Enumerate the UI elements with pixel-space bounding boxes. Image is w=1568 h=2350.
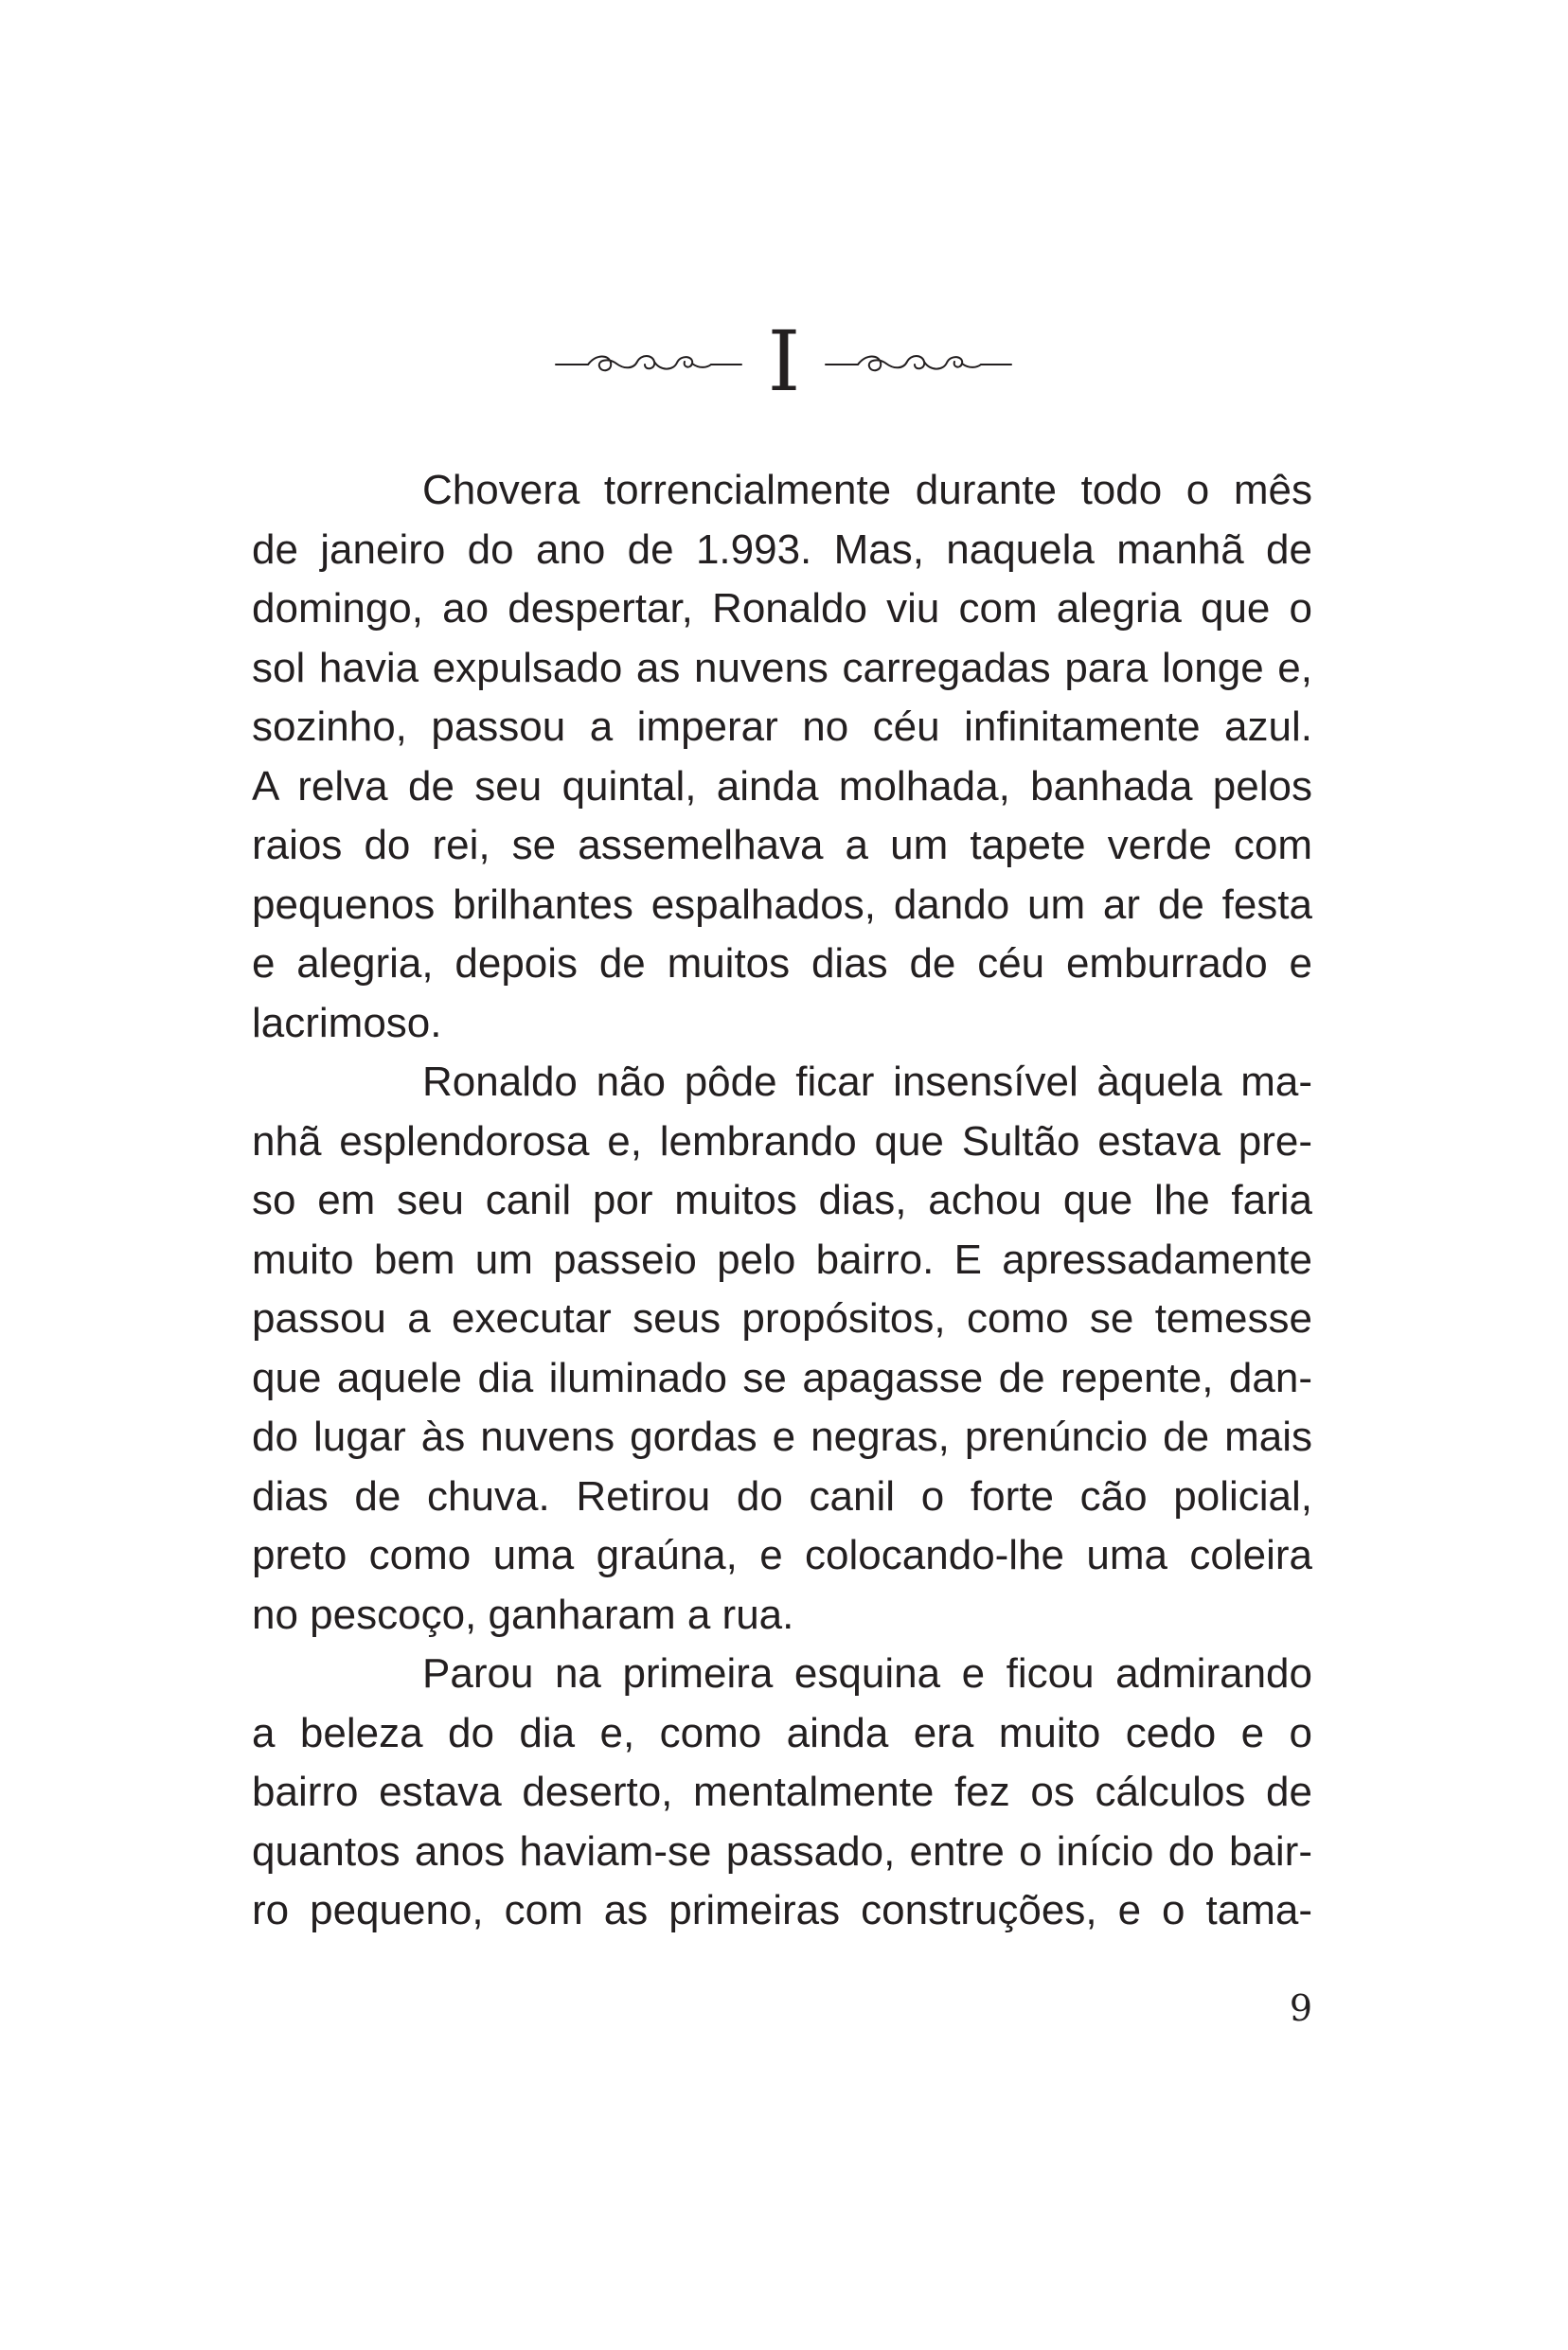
text-line: preto como uma graúna, e colocando-lhe uma coleira [252,1532,1312,1578]
text-line: que aquele dia iluminado se apagasse de repente, dan- [252,1354,1312,1401]
text-line: raios do rei, se assemelhava a um tapete verde com [252,822,1312,868]
paragraph-3 [252,1645,1312,1941]
text-line: lacrimoso. [252,999,442,1046]
text-line: quantos anos haviam-se passado, entre o início do bair- [252,1827,1312,1875]
text-line: Chovera torrencialmente durante todo o mês [422,467,1312,513]
text-line: dias de chuva. Retirou do canil o forte cão policial, [252,1472,1312,1520]
text-line: passou a executar seus propósitos, como se temesse [252,1295,1312,1342]
text-line: so em seu canil por muitos dias, achou que lhe faria [252,1177,1312,1223]
paragraph-2 [252,1053,1312,1645]
text-line: de janeiro do ano de 1.993. Mas, naquela manhã de [252,525,1312,573]
text-line: sozinho, passou a imperar no céu infinitamente azul. [252,703,1312,750]
body-text [252,461,1312,1941]
flourish-ornament-left-icon [554,348,743,381]
text-line: muito bem um passeio pelo bairro. E apressadamente [252,1236,1312,1283]
paragraph-1 [252,461,1312,1053]
text-line: nhã esplendorosa e, lembrando que Sultão estava pre- [252,1117,1312,1165]
text-line: Parou na primeira esquina e ficou admirando [422,1650,1312,1697]
text-line: A relva de seu quintal, ainda molhada, banhada pelos [252,762,1312,810]
page-number: 9 [1289,1987,1312,2029]
text-line: sol havia expulsado as nuvens carregadas para longe e, [252,644,1312,691]
text-line: domingo, ao despertar, Ronaldo viu com alegria que o [252,585,1312,632]
text-line: pequenos brilhantes espalhados, dando um ar de festa [252,881,1312,928]
chapter-numeral: I [767,312,801,410]
text-line: a beleza do dia e, como ainda era muito cedo e o [252,1709,1312,1756]
text-line: Ronaldo não pôde ficar insensível àquela ma- [422,1059,1312,1105]
text-line: do lugar às nuvens gordas e negras, prenúncio de mais [252,1414,1312,1460]
text-line: bairro estava deserto, mentalmente fez os cálculos de [252,1769,1312,1815]
text-line: ro pequeno, com as primeiras construções, e o tama- [252,1887,1312,1933]
text-line: e alegria, depois de muitos dias de céu emburrado e [252,940,1312,987]
chapter-heading [0,312,1568,417]
text-line: no pescoço, ganharam a rua. [252,1591,794,1638]
flourish-ornament-right-icon [824,348,1013,381]
